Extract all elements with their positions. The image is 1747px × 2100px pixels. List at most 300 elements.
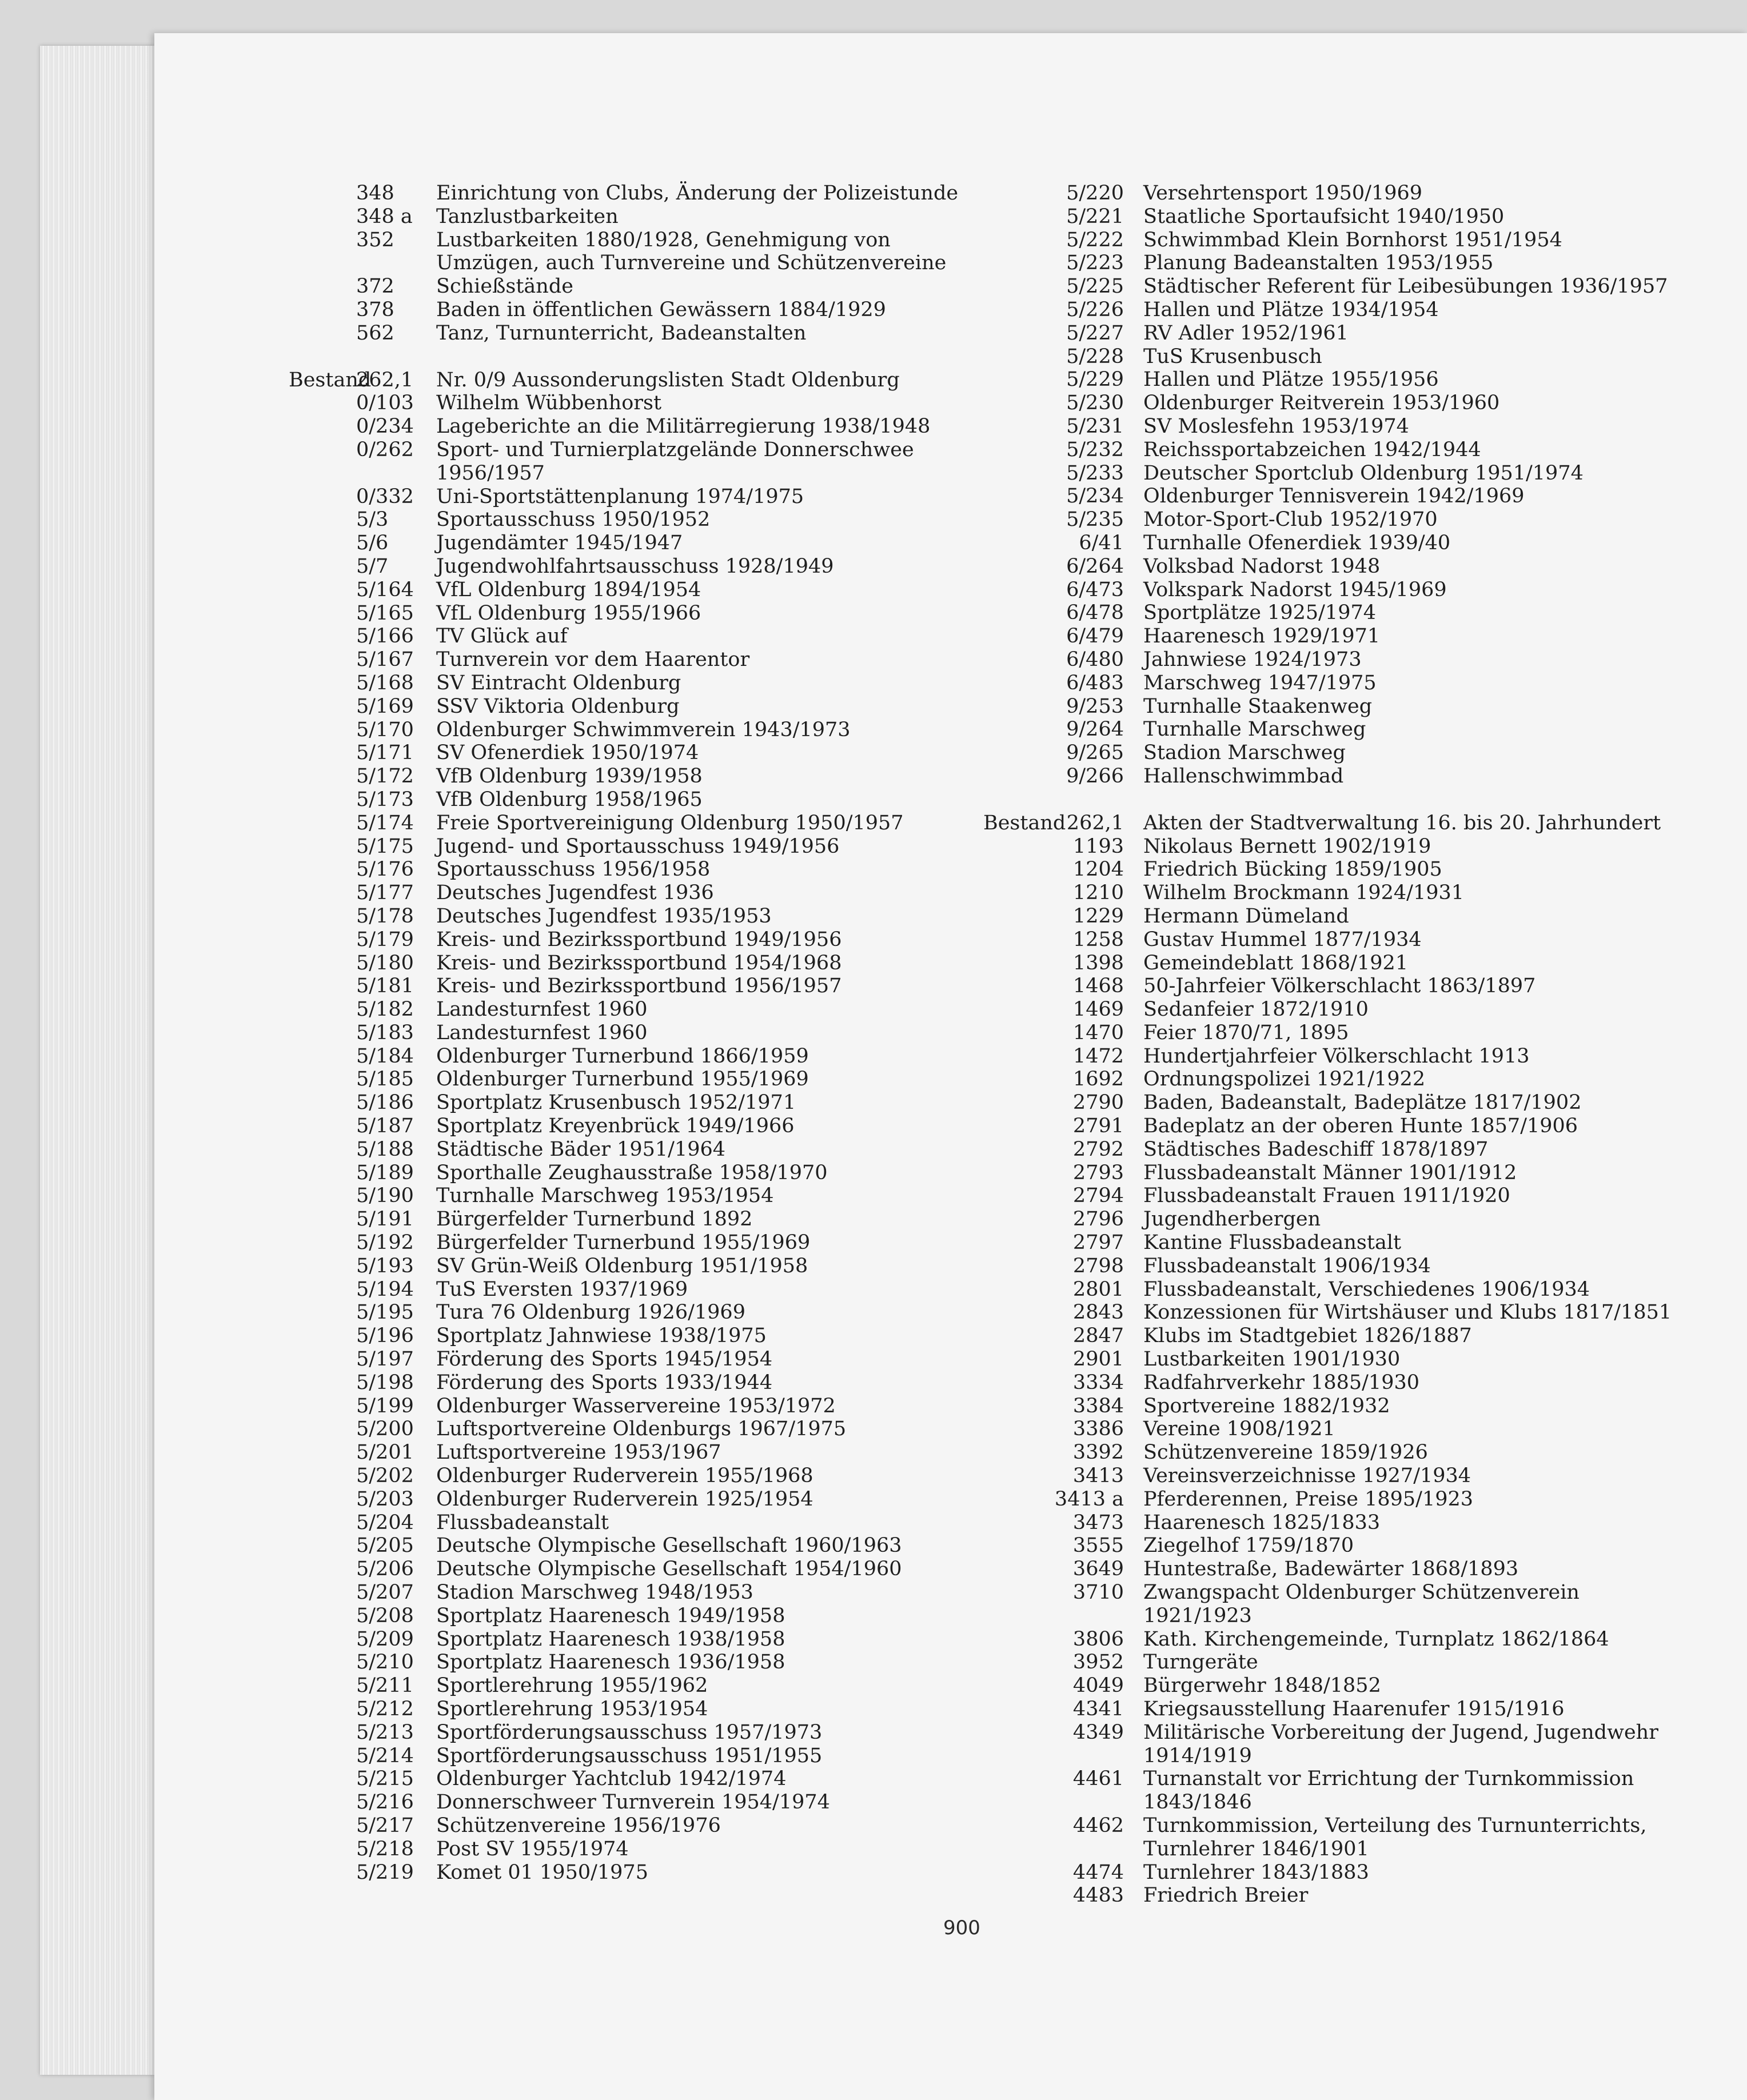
list-item	[983, 1721, 1686, 1768]
entry-title: Oldenburger Tennisverein 1942/1969	[1143, 485, 1525, 508]
list-item	[983, 1674, 1686, 1698]
signature-number: 5/226	[1066, 298, 1124, 321]
entry-title: Flussbadeanstalt 1906/1934	[1143, 1254, 1431, 1277]
entry-title: Baden in öffentlichen Gewässern 1884/1929	[436, 298, 886, 321]
signature-number: 5/174	[356, 811, 414, 835]
entry-title: Badeplatz an der oberen Hunte 1857/1906	[1143, 1115, 1578, 1138]
entry-title: Sportplatz Haarenesch 1938/1958	[436, 1627, 785, 1651]
list-item	[983, 392, 1686, 415]
signature-number: 5/216	[356, 1791, 414, 1814]
list-item	[289, 1838, 975, 1861]
signature-number: 5/212	[356, 1698, 414, 1720]
signature-number: 348 a	[356, 205, 413, 228]
signature-number: 5/181	[356, 975, 414, 998]
entry-title: Zwangspacht Oldenburger Schützenverein 1921/1923	[1143, 1581, 1580, 1627]
list-item	[289, 765, 975, 788]
list-item	[289, 532, 975, 555]
entry-title: Haarenesch 1929/1971	[1143, 625, 1381, 648]
entry-title: Oldenburger Turnerbund 1955/1969	[436, 1068, 809, 1091]
list-item	[983, 1628, 1686, 1651]
signature-number: 5/206	[356, 1558, 414, 1581]
list-item	[289, 322, 975, 345]
signature-number: 2792	[1072, 1137, 1124, 1161]
list-item	[289, 1628, 975, 1651]
entry-title: Nr. 0/9 Aussonderungslisten Stadt Oldenburg	[436, 368, 900, 392]
list-item	[983, 601, 1686, 625]
signature-number: 0/262	[356, 438, 414, 461]
signature-number: 5/185	[356, 1068, 414, 1091]
list-item	[289, 1604, 975, 1628]
list-item	[983, 1558, 1686, 1581]
list-item	[289, 788, 975, 812]
list-item	[983, 1208, 1686, 1231]
signature-number: 5/227	[1066, 321, 1124, 345]
entry-title: TuS Eversten 1937/1969	[436, 1277, 688, 1301]
list-item	[983, 812, 1686, 835]
entry-title: Versehrtensport 1950/1969	[1143, 182, 1423, 205]
list-item	[983, 1068, 1686, 1091]
list-item	[289, 952, 975, 975]
entry-title: Tanzlustbarkeiten	[436, 205, 619, 228]
list-item	[983, 718, 1686, 741]
signature-number: 3806	[1072, 1627, 1124, 1651]
list-item	[289, 1814, 975, 1838]
entry-title: Deutsches Jugendfest 1936	[436, 881, 714, 905]
signature-number: 5/225	[1066, 275, 1124, 298]
signature-number: 1692	[1072, 1068, 1124, 1091]
entry-title: Sportlerehrung 1955/1962	[436, 1674, 708, 1698]
entry-title: Oldenburger Ruderverein 1955/1968	[436, 1464, 813, 1488]
list-item	[983, 905, 1686, 928]
list-item	[289, 1371, 975, 1395]
signature-number: 5/168	[356, 671, 414, 694]
entry-title: Hundertjahrfeier Völkerschlacht 1913	[1143, 1044, 1530, 1068]
list-item	[289, 1395, 975, 1418]
entry-title: Bürgerwehr 1848/1852	[1143, 1674, 1381, 1698]
entry-title: Hermann Dümeland	[1143, 904, 1349, 928]
entry-title: Sport- und Turnierplatzgelände Donnerschwee 1956/1957	[436, 438, 914, 485]
entry-title: Komet 01 1950/1975	[436, 1861, 648, 1884]
list-item	[289, 1534, 975, 1558]
signature-number: 5/198	[356, 1371, 414, 1394]
list-item	[289, 741, 975, 765]
list-item	[983, 1511, 1686, 1535]
entry-title: Radfahrverkehr 1885/1930	[1143, 1371, 1419, 1394]
entry-title: Hallen und Plätze 1955/1956	[1143, 368, 1439, 392]
entry-title: Baden, Badeanstalt, Badeplätze 1817/1902	[1143, 1091, 1582, 1115]
bestand-label: Bestand	[983, 811, 1066, 835]
signature-number: 5/188	[356, 1137, 414, 1161]
entry-title: Huntestraße, Badewärter 1868/1893	[1143, 1558, 1519, 1581]
list-item	[289, 1581, 975, 1604]
entry-title: Konzessionen für Wirtshäuser und Klubs 1817/1851	[1143, 1301, 1672, 1324]
signature-number: 5/207	[356, 1581, 414, 1604]
signature-number: 5/202	[356, 1464, 414, 1488]
list-item	[289, 438, 975, 485]
entry-title: Volkspark Nadorst 1945/1969	[1143, 578, 1447, 601]
signature-number: 1193	[1072, 835, 1124, 858]
list-item	[289, 392, 975, 415]
group-gap	[983, 788, 1686, 812]
entry-title: Sportplatz Jahnwiese 1938/1975	[436, 1324, 767, 1348]
entry-title: Schwimmbad Klein Bornhorst 1951/1954	[1143, 228, 1562, 251]
signature-number: 262,1	[1066, 811, 1124, 835]
entry-title: Turnhalle Marschweg	[1143, 718, 1366, 741]
entry-title: SSV Viktoria Oldenburg	[436, 694, 680, 718]
list-item	[289, 1441, 975, 1464]
entry-title: Hallenschwimmbad	[1143, 764, 1344, 788]
signature-number: 3649	[1072, 1558, 1124, 1581]
list-item	[983, 578, 1686, 602]
list-item	[983, 1698, 1686, 1721]
list-item	[983, 1278, 1686, 1301]
list-item	[289, 1161, 975, 1185]
entry-title: Turnverein vor dem Haarentor	[436, 648, 750, 672]
list-item	[289, 1021, 975, 1045]
entry-title: Oldenburger Reitverein 1953/1960	[1143, 392, 1500, 415]
entry-title: Ordnungspolizei 1921/1922	[1143, 1068, 1426, 1091]
entry-title: Landesturnfest 1960	[436, 998, 648, 1021]
entry-title: RV Adler 1952/1961	[1143, 321, 1349, 345]
list-item	[289, 975, 975, 998]
signature-number: 2798	[1072, 1254, 1124, 1277]
list-item	[983, 1348, 1686, 1371]
signature-number: 5/177	[356, 881, 414, 905]
list-item	[289, 1488, 975, 1511]
list-item	[289, 718, 975, 742]
list-item	[983, 1534, 1686, 1558]
list-item	[289, 1184, 975, 1208]
entry-title: Uni-Sportstättenplanung 1974/1975	[436, 485, 804, 508]
signature-number: 9/253	[1066, 694, 1124, 718]
list-item	[983, 298, 1686, 322]
entry-title: Sportförderungsausschuss 1957/1973	[436, 1720, 823, 1744]
right-column	[983, 182, 1686, 1907]
list-item	[289, 928, 975, 952]
list-item	[289, 1208, 975, 1231]
list-item	[983, 1418, 1686, 1441]
entry-title: Schießstände	[436, 275, 573, 298]
entry-title: Flussbadeanstalt	[436, 1511, 609, 1534]
signature-number: 5/234	[1066, 485, 1124, 508]
entry-title: Jugend- und Sportausschuss 1949/1956	[436, 835, 840, 858]
entry-title: Sportplatz Haarenesch 1936/1958	[436, 1651, 785, 1674]
list-item	[289, 508, 975, 532]
list-item	[983, 368, 1686, 392]
list-item	[289, 835, 975, 859]
signature-number: 1229	[1072, 904, 1124, 928]
list-item	[983, 322, 1686, 345]
signature-number: 2843	[1072, 1301, 1124, 1324]
list-item	[983, 741, 1686, 765]
list-item	[289, 1348, 975, 1371]
list-item	[983, 251, 1686, 275]
signature-number: 5/232	[1066, 438, 1124, 461]
list-item	[983, 975, 1686, 998]
list-item	[983, 625, 1686, 648]
entry-title: Oldenburger Ruderverein 1925/1954	[436, 1487, 813, 1511]
entry-title: Turngeräte	[1143, 1651, 1258, 1674]
entry-title: Städtische Bäder 1951/1964	[436, 1137, 726, 1161]
signature-number: 5/183	[356, 1021, 414, 1044]
entry-title: SV Ofenerdiek 1950/1974	[436, 741, 699, 765]
list-item	[289, 602, 975, 625]
signature-number: 9/264	[1066, 718, 1124, 741]
list-item	[983, 952, 1686, 975]
entry-title: Luftsportvereine Oldenburgs 1967/1975	[436, 1418, 847, 1441]
list-item	[289, 1255, 975, 1278]
signature-number: 5/201	[356, 1441, 414, 1464]
entry-title: VfB Oldenburg 1958/1965	[436, 788, 703, 811]
list-item	[983, 858, 1686, 881]
entry-title: Sedanfeier 1872/1910	[1143, 998, 1369, 1021]
signature-number: 2796	[1072, 1208, 1124, 1231]
signature-number: 352	[356, 228, 394, 251]
list-item	[983, 695, 1686, 718]
list-item	[983, 1814, 1686, 1861]
signature-number: 5/208	[356, 1604, 414, 1627]
entry-title: Bürgerfelder Turnerbund 1955/1969	[436, 1231, 811, 1255]
list-item	[289, 229, 975, 276]
entry-title: Kreis- und Bezirkssportbund 1954/1968	[436, 951, 842, 975]
list-item	[983, 1651, 1686, 1674]
entry-title: Marschweg 1947/1975	[1143, 671, 1377, 694]
entry-title: Post SV 1955/1974	[436, 1837, 629, 1861]
entry-title: Jugendämter 1945/1947	[436, 532, 683, 555]
list-item	[983, 765, 1686, 788]
entry-title: Ziegelhof 1759/1870	[1143, 1534, 1354, 1558]
list-item	[289, 1068, 975, 1091]
entry-title: Städtischer Referent für Leibesübungen 1936/1957	[1143, 275, 1668, 298]
entry-title: Pferderennen, Preise 1895/1923	[1143, 1487, 1474, 1511]
list-item	[289, 1138, 975, 1161]
list-item	[289, 1698, 975, 1721]
entry-title: Oldenburger Turnerbund 1866/1959	[436, 1044, 809, 1068]
signature-number: 4483	[1072, 1884, 1124, 1907]
list-item	[983, 229, 1686, 252]
signature-number: 5/214	[356, 1744, 414, 1767]
list-item	[289, 578, 975, 602]
signature-number: 9/266	[1066, 764, 1124, 788]
entry-title: Förderung des Sports 1933/1944	[436, 1371, 773, 1394]
entry-title: Stadion Marschweg 1948/1953	[436, 1581, 753, 1604]
list-item	[289, 555, 975, 578]
signature-number: 2797	[1072, 1231, 1124, 1255]
list-item	[983, 1301, 1686, 1324]
entry-title: Reichssportabzeichen 1942/1944	[1143, 438, 1481, 461]
list-item	[289, 1418, 975, 1441]
list-item	[289, 298, 975, 322]
list-item	[983, 438, 1686, 462]
signature-number: 5/221	[1066, 205, 1124, 228]
signature-number: 4349	[1072, 1720, 1124, 1744]
entry-title: SV Grün-Weiß Oldenburg 1951/1958	[436, 1254, 808, 1277]
list-item	[983, 508, 1686, 532]
list-item	[983, 881, 1686, 905]
entry-title: Luftsportvereine 1953/1967	[436, 1441, 721, 1464]
list-item	[289, 1278, 975, 1301]
list-item	[289, 1464, 975, 1488]
signature-number: 3386	[1072, 1418, 1124, 1441]
list-item	[983, 1488, 1686, 1511]
signature-number: 3710	[1072, 1581, 1124, 1604]
list-item	[289, 1045, 975, 1068]
entry-title: Deutsche Olympische Gesellschaft 1960/1963	[436, 1534, 902, 1558]
entry-title: Staatliche Sportaufsicht 1940/1950	[1143, 205, 1505, 228]
signature-number: 2793	[1072, 1161, 1124, 1184]
entry-title: SV Eintracht Oldenburg	[436, 671, 681, 694]
list-item	[289, 1651, 975, 1674]
list-item	[289, 182, 975, 205]
signature-number: 3555	[1072, 1534, 1124, 1558]
signature-number: 4461	[1072, 1767, 1124, 1791]
signature-number: 9/265	[1066, 741, 1124, 765]
entry-title: Wilhelm Brockmann 1924/1931	[1143, 881, 1465, 905]
list-item	[289, 415, 975, 438]
list-item	[983, 1138, 1686, 1161]
signature-number: 5/172	[356, 765, 414, 788]
signature-number: 378	[356, 298, 394, 321]
list-item	[289, 812, 975, 835]
signature-number: 2791	[1072, 1115, 1124, 1138]
entry-title: Vereine 1908/1921	[1143, 1418, 1335, 1441]
entry-title: Planung Badeanstalten 1953/1955	[1143, 251, 1494, 275]
signature-number: 3952	[1072, 1651, 1124, 1674]
list-item	[983, 1231, 1686, 1255]
list-item	[983, 1395, 1686, 1418]
signature-number: 4462	[1072, 1814, 1124, 1837]
entry-title: Jugendwohlfahrtsausschuss 1928/1949	[436, 554, 834, 578]
bestand-label: Bestand	[289, 368, 372, 392]
entry-title: Lustbarkeiten 1880/1928, Genehmigung von Umzügen, auch Turnvereine und Schützenvereine	[436, 228, 947, 275]
signature-number: 5/3	[356, 508, 389, 532]
entry-title: Motor-Sport-Club 1952/1970	[1143, 508, 1438, 532]
entry-title: Landesturnfest 1960	[436, 1021, 648, 1044]
entry-title: Freie Sportvereinigung Oldenburg 1950/1957	[436, 811, 904, 835]
signature-number: 5/218	[356, 1837, 414, 1861]
signature-number: 5/6	[356, 532, 389, 555]
list-item	[983, 648, 1686, 672]
signature-number: 0/332	[356, 485, 414, 508]
list-item	[289, 625, 975, 648]
list-item	[983, 1021, 1686, 1045]
left-column	[289, 182, 975, 1884]
entry-title: Oldenburger Schwimmverein 1943/1973	[436, 718, 851, 741]
signature-number: 5/196	[356, 1324, 414, 1348]
entry-title: Turnhalle Staakenweg	[1143, 694, 1373, 718]
signature-number: 1469	[1072, 998, 1124, 1021]
list-item	[289, 1767, 975, 1791]
signature-number: 6/264	[1066, 554, 1124, 578]
signature-number: 2901	[1072, 1348, 1124, 1371]
book-page-edge	[40, 46, 154, 2075]
signature-number: 1204	[1072, 858, 1124, 881]
entry-title: Friedrich Breier	[1143, 1884, 1309, 1907]
signature-number: 5/176	[356, 858, 414, 881]
entry-title: TuS Krusenbusch	[1143, 345, 1322, 368]
entry-title: Sporthalle Zeughausstraße 1958/1970	[436, 1161, 828, 1184]
signature-number: 5/200	[356, 1418, 414, 1441]
signature-number: 6/478	[1066, 601, 1124, 625]
signature-number: 5/223	[1066, 251, 1124, 275]
list-item	[289, 672, 975, 695]
entry-title: Förderung des Sports 1945/1954	[436, 1348, 773, 1371]
entry-title: Militärische Vorbereitung der Jugend, Jugendwehr 1914/1919	[1143, 1720, 1658, 1767]
entry-title: Einrichtung von Clubs, Änderung der Polizeistunde	[436, 182, 959, 205]
list-item	[983, 1884, 1686, 1907]
entry-title: Turnkommission, Verteilung des Turnunterrichts, Turnlehrer 1846/1901	[1143, 1814, 1647, 1861]
list-item	[289, 1115, 975, 1138]
list-item	[289, 648, 975, 672]
entry-title: Flussbadeanstalt, Verschiedenes 1906/1934	[1143, 1277, 1590, 1301]
signature-number: 0/103	[356, 392, 414, 415]
signature-number: 0/234	[356, 415, 414, 438]
signature-number: 5/211	[356, 1674, 414, 1698]
list-item	[983, 1161, 1686, 1185]
entry-title: Sportplatz Haarenesch 1949/1958	[436, 1604, 785, 1627]
signature-number: 1470	[1072, 1021, 1124, 1044]
signature-number: 3413	[1072, 1464, 1124, 1488]
signature-number: 5/228	[1066, 345, 1124, 368]
list-item	[983, 1045, 1686, 1068]
entry-title: Lustbarkeiten 1901/1930	[1143, 1348, 1401, 1371]
signature-number: 5/230	[1066, 392, 1124, 415]
signature-number: 5/191	[356, 1208, 414, 1231]
signature-number: 3384	[1072, 1394, 1124, 1418]
list-item	[983, 1184, 1686, 1208]
list-item	[983, 1767, 1686, 1814]
signature-number: 5/187	[356, 1115, 414, 1138]
signature-number: 5/215	[356, 1767, 414, 1791]
signature-number: 262,1	[356, 368, 414, 392]
list-item	[983, 1115, 1686, 1138]
entry-title: Turnhalle Marschweg 1953/1954	[436, 1184, 774, 1208]
list-item	[289, 695, 975, 718]
signature-number: 5/193	[356, 1254, 414, 1277]
entry-title: Deutsches Jugendfest 1935/1953	[436, 904, 772, 928]
entry-title: Wilhelm Wübbenhorst	[436, 392, 662, 415]
signature-number: 6/479	[1066, 625, 1124, 648]
entry-title: Feier 1870/71, 1895	[1143, 1021, 1349, 1044]
entry-title: Gemeindeblatt 1868/1921	[1143, 951, 1409, 975]
entry-title: Schützenvereine 1859/1926	[1143, 1441, 1428, 1464]
list-item	[289, 1301, 975, 1324]
signature-number: 4049	[1072, 1674, 1124, 1698]
signature-number: 5/179	[356, 928, 414, 951]
entry-title: VfB Oldenburg 1939/1958	[436, 765, 703, 788]
signature-number: 5/203	[356, 1487, 414, 1511]
entry-title: SV Moslesfehn 1953/1974	[1143, 414, 1409, 438]
signature-number: 5/220	[1066, 182, 1124, 205]
list-item	[983, 462, 1686, 485]
entry-title: Sportausschuss 1950/1952	[436, 508, 711, 532]
group-gap	[289, 345, 975, 369]
entry-title: Kantine Flussbadeanstalt	[1143, 1231, 1402, 1255]
signature-number: 5/192	[356, 1231, 414, 1255]
signature-number: 5/7	[356, 554, 389, 578]
signature-number: 5/199	[356, 1394, 414, 1418]
signature-number: 5/182	[356, 998, 414, 1021]
entry-title: Flussbadeanstalt Männer 1901/1912	[1143, 1161, 1517, 1184]
list-item	[289, 1091, 975, 1115]
entry-title: Sportplätze 1925/1974	[1143, 601, 1376, 625]
signature-number: 5/219	[356, 1861, 414, 1884]
signature-number: 5/233	[1066, 461, 1124, 485]
signature-number: 5/210	[356, 1651, 414, 1674]
entry-title: Turnanstalt vor Errichtung der Turnkommission 1843/1846	[1143, 1767, 1634, 1814]
entry-title: Kreis- und Bezirkssportbund 1956/1957	[436, 975, 842, 998]
signature-number: 5/165	[356, 601, 414, 625]
